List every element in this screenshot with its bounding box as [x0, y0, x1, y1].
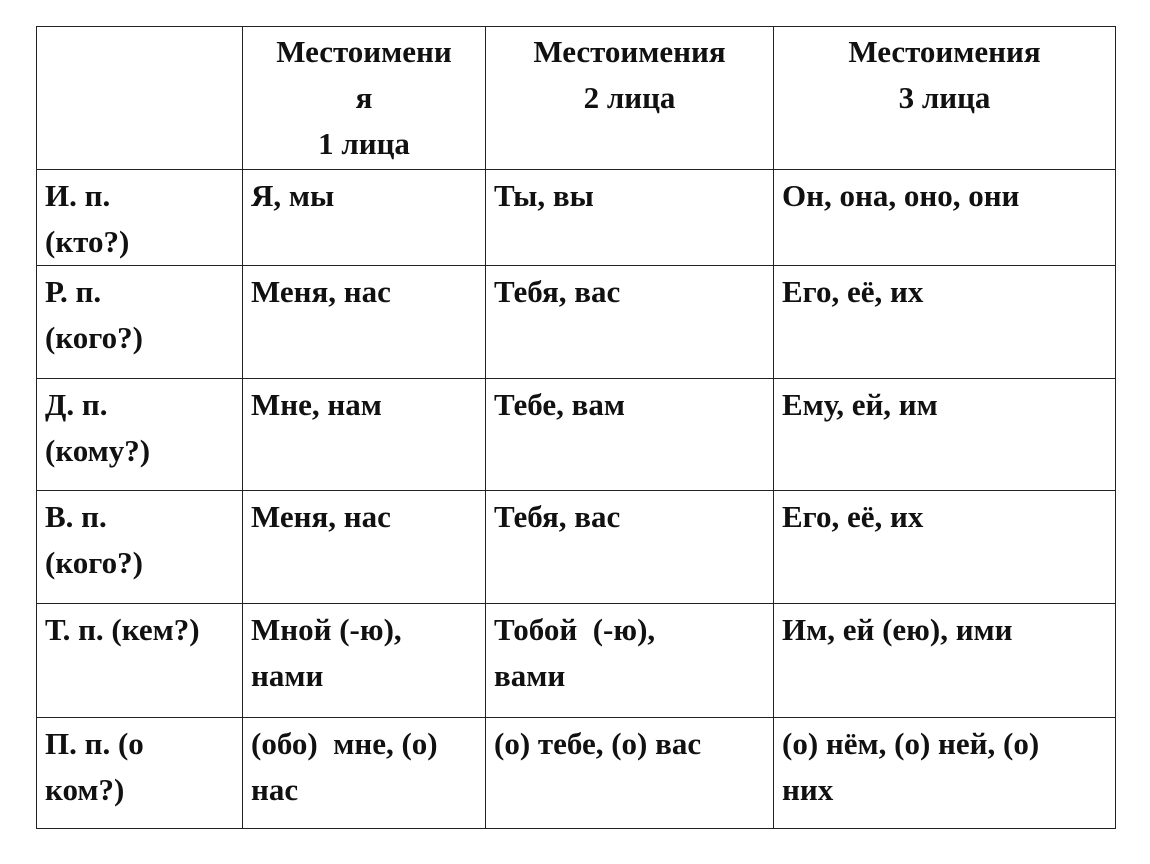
second-person-cell: [486, 718, 774, 829]
table-row: [37, 170, 1116, 266]
header-line: 1 лица: [318, 126, 410, 161]
cell-line: (кому?): [45, 433, 151, 468]
first-person-cell: [243, 379, 486, 491]
cell-line: Т. п. (кем?): [45, 612, 200, 647]
case-cell: [37, 491, 243, 604]
header-line: Местоимения: [848, 34, 1041, 69]
header-line: Местоимени: [276, 34, 452, 69]
header-cell-third-person: [774, 27, 1116, 170]
table-row: [37, 718, 1116, 829]
cell-line: Тебе, вам: [494, 387, 625, 422]
case-cell: [37, 604, 243, 718]
case-cell: [37, 379, 243, 491]
cell-line: Мне, нам: [251, 387, 382, 422]
cell-line: Тобой (-ю),: [494, 612, 656, 647]
cell-line: (о) нём, (о) ней, (о): [782, 726, 1040, 761]
cell-line: Его, её, их: [782, 274, 924, 309]
third-person-cell: [774, 491, 1116, 604]
table-row: [37, 266, 1116, 379]
second-person-cell: [486, 604, 774, 718]
cell-line: П. п. (о: [45, 726, 144, 761]
cell-line: Меня, нас: [251, 274, 391, 309]
cell-line: (кого?): [45, 545, 143, 580]
header-line: Местоимения: [533, 34, 726, 69]
header-cell-second-person: [486, 27, 774, 170]
cell-line: ком?): [45, 772, 125, 807]
header-cell-empty: [37, 27, 243, 170]
case-cell: [37, 266, 243, 379]
header-line: 3 лица: [898, 80, 991, 115]
cell-line: (кто?): [45, 224, 130, 259]
cell-line: (обо) мне, (о): [251, 726, 438, 761]
cell-line: Тебя, вас: [494, 274, 621, 309]
table-row: [37, 491, 1116, 604]
cell-line: (кого?): [45, 320, 143, 355]
cell-line: нами: [251, 658, 324, 693]
cell-line: (о) тебе, (о) вас: [494, 726, 702, 761]
header-line: 2 лица: [583, 80, 676, 115]
third-person-cell: [774, 379, 1116, 491]
cell-line: Он, она, оно, они: [782, 178, 1020, 213]
cell-line: Им, ей (ею), ими: [782, 612, 1013, 647]
first-person-cell: [243, 604, 486, 718]
cell-line: вами: [494, 658, 566, 693]
second-person-cell: [486, 266, 774, 379]
cell-line: Тебя, вас: [494, 499, 621, 534]
case-cell: [37, 170, 243, 266]
second-person-cell: [486, 170, 774, 266]
first-person-cell: [243, 170, 486, 266]
cell-line: Меня, нас: [251, 499, 391, 534]
first-person-cell: [243, 266, 486, 379]
cell-line: Мной (-ю),: [251, 612, 402, 647]
header-line: я: [355, 80, 373, 115]
first-person-cell: [243, 491, 486, 604]
second-person-cell: [486, 379, 774, 491]
third-person-cell: [774, 170, 1116, 266]
cell-line: Д. п.: [45, 387, 108, 422]
third-person-cell: [774, 604, 1116, 718]
table-row: [37, 604, 1116, 718]
cell-line: И. п.: [45, 178, 111, 213]
cell-line: Его, её, их: [782, 499, 924, 534]
second-person-cell: [486, 491, 774, 604]
table-row: [37, 379, 1116, 491]
pronoun-declension-table: [36, 26, 1116, 829]
cell-line: Я, мы: [251, 178, 335, 213]
cell-line: Р. п.: [45, 274, 102, 309]
cell-line: них: [782, 772, 834, 807]
cell-line: нас: [251, 772, 299, 807]
cell-line: Ему, ей, им: [782, 387, 938, 422]
header-cell-first-person: [243, 27, 486, 170]
cell-line: В. п.: [45, 499, 107, 534]
cell-line: Ты, вы: [494, 178, 594, 213]
third-person-cell: [774, 718, 1116, 829]
third-person-cell: [774, 266, 1116, 379]
case-cell: [37, 718, 243, 829]
first-person-cell: [243, 718, 486, 829]
header-row: [37, 27, 1116, 170]
